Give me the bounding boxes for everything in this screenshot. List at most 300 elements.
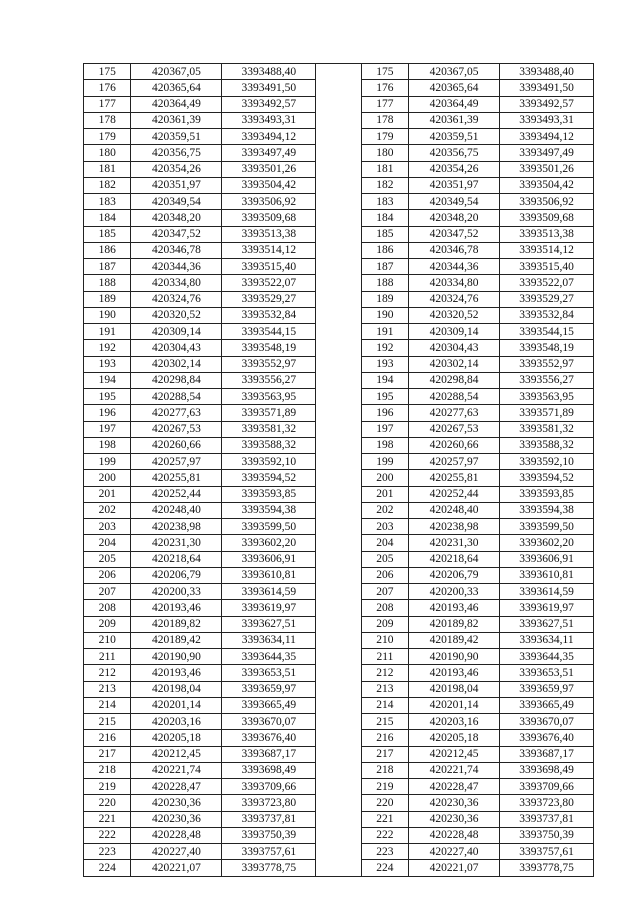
left-x-coordinate-cell: 420238,98 bbox=[131, 519, 222, 535]
left-y-coordinate-cell: 3393488,40 bbox=[222, 64, 316, 80]
right-x-coordinate-cell: 420189,42 bbox=[409, 632, 500, 648]
left-y-coordinate-cell: 3393552,97 bbox=[222, 356, 316, 372]
left-x-coordinate-cell: 420320,52 bbox=[131, 307, 222, 323]
left-point-number-cell: 222 bbox=[84, 827, 131, 843]
table-row bbox=[84, 210, 594, 226]
left-y-coordinate-cell: 3393750,39 bbox=[222, 827, 316, 843]
left-y-coordinate-cell: 3393610,81 bbox=[222, 567, 316, 583]
table-row bbox=[84, 584, 594, 600]
left-y-coordinate-cell: 3393592,10 bbox=[222, 454, 316, 470]
left-x-coordinate-cell: 420346,78 bbox=[131, 242, 222, 258]
right-x-coordinate-cell: 420334,80 bbox=[409, 275, 500, 291]
separator-cell bbox=[316, 177, 361, 193]
left-y-coordinate-cell: 3393619,97 bbox=[222, 600, 316, 616]
left-y-coordinate-cell: 3393515,40 bbox=[222, 259, 316, 275]
left-x-coordinate-cell: 420255,81 bbox=[131, 470, 222, 486]
table-row bbox=[84, 649, 594, 665]
left-x-coordinate-cell: 420324,76 bbox=[131, 291, 222, 307]
left-y-coordinate-cell: 3393506,92 bbox=[222, 194, 316, 210]
left-x-coordinate-cell: 420189,82 bbox=[131, 616, 222, 632]
left-point-number-cell: 212 bbox=[84, 665, 131, 681]
right-y-coordinate-cell: 3393592,10 bbox=[500, 454, 594, 470]
left-y-coordinate-cell: 3393602,20 bbox=[222, 535, 316, 551]
separator-cell bbox=[316, 567, 361, 583]
table-row bbox=[84, 551, 594, 567]
left-point-number-cell: 217 bbox=[84, 746, 131, 762]
right-point-number-cell: 185 bbox=[361, 226, 408, 242]
table-row bbox=[84, 226, 594, 242]
right-y-coordinate-cell: 3393493,31 bbox=[500, 112, 594, 128]
left-point-number-cell: 195 bbox=[84, 389, 131, 405]
separator-cell bbox=[316, 844, 361, 860]
separator-cell bbox=[316, 632, 361, 648]
left-x-coordinate-cell: 420347,52 bbox=[131, 226, 222, 242]
table-row bbox=[84, 291, 594, 307]
left-point-number-cell: 183 bbox=[84, 194, 131, 210]
left-y-coordinate-cell: 3393594,52 bbox=[222, 470, 316, 486]
right-point-number-cell: 194 bbox=[361, 372, 408, 388]
separator-cell bbox=[316, 405, 361, 421]
left-x-coordinate-cell: 420351,97 bbox=[131, 177, 222, 193]
right-point-number-cell: 220 bbox=[361, 795, 408, 811]
table-row bbox=[84, 665, 594, 681]
right-point-number-cell: 214 bbox=[361, 697, 408, 713]
left-x-coordinate-cell: 420349,54 bbox=[131, 194, 222, 210]
right-y-coordinate-cell: 3393737,81 bbox=[500, 811, 594, 827]
left-point-number-cell: 190 bbox=[84, 307, 131, 323]
table-row bbox=[84, 844, 594, 860]
left-point-number-cell: 180 bbox=[84, 145, 131, 161]
right-y-coordinate-cell: 3393492,57 bbox=[500, 96, 594, 112]
coordinates-table-body bbox=[84, 64, 594, 877]
left-point-number-cell: 199 bbox=[84, 454, 131, 470]
separator-cell bbox=[316, 746, 361, 762]
left-x-coordinate-cell: 420304,43 bbox=[131, 340, 222, 356]
left-y-coordinate-cell: 3393593,85 bbox=[222, 486, 316, 502]
right-x-coordinate-cell: 420190,90 bbox=[409, 649, 500, 665]
right-point-number-cell: 202 bbox=[361, 502, 408, 518]
right-y-coordinate-cell: 3393509,68 bbox=[500, 210, 594, 226]
separator-cell bbox=[316, 502, 361, 518]
right-point-number-cell: 207 bbox=[361, 584, 408, 600]
separator-cell bbox=[316, 584, 361, 600]
separator-cell bbox=[316, 811, 361, 827]
left-y-coordinate-cell: 3393556,27 bbox=[222, 372, 316, 388]
separator-cell bbox=[316, 194, 361, 210]
right-x-coordinate-cell: 420309,14 bbox=[409, 324, 500, 340]
left-point-number-cell: 197 bbox=[84, 421, 131, 437]
table-row bbox=[84, 161, 594, 177]
separator-cell bbox=[316, 210, 361, 226]
left-x-coordinate-cell: 420359,51 bbox=[131, 129, 222, 145]
separator-cell bbox=[316, 161, 361, 177]
right-point-number-cell: 209 bbox=[361, 616, 408, 632]
right-y-coordinate-cell: 3393670,07 bbox=[500, 714, 594, 730]
left-x-coordinate-cell: 420205,18 bbox=[131, 730, 222, 746]
left-y-coordinate-cell: 3393606,91 bbox=[222, 551, 316, 567]
left-point-number-cell: 202 bbox=[84, 502, 131, 518]
table-row bbox=[84, 486, 594, 502]
left-x-coordinate-cell: 420356,75 bbox=[131, 145, 222, 161]
table-row bbox=[84, 616, 594, 632]
table-row bbox=[84, 242, 594, 258]
right-point-number-cell: 204 bbox=[361, 535, 408, 551]
left-x-coordinate-cell: 420206,79 bbox=[131, 567, 222, 583]
table-row bbox=[84, 372, 594, 388]
right-point-number-cell: 177 bbox=[361, 96, 408, 112]
right-y-coordinate-cell: 3393676,40 bbox=[500, 730, 594, 746]
left-x-coordinate-cell: 420201,14 bbox=[131, 697, 222, 713]
left-y-coordinate-cell: 3393514,12 bbox=[222, 242, 316, 258]
left-point-number-cell: 208 bbox=[84, 600, 131, 616]
right-y-coordinate-cell: 3393634,11 bbox=[500, 632, 594, 648]
table-row bbox=[84, 177, 594, 193]
right-y-coordinate-cell: 3393514,12 bbox=[500, 242, 594, 258]
left-point-number-cell: 204 bbox=[84, 535, 131, 551]
right-x-coordinate-cell: 420349,54 bbox=[409, 194, 500, 210]
table-row bbox=[84, 697, 594, 713]
right-y-coordinate-cell: 3393588,32 bbox=[500, 437, 594, 453]
left-y-coordinate-cell: 3393665,49 bbox=[222, 697, 316, 713]
separator-cell bbox=[316, 600, 361, 616]
right-point-number-cell: 176 bbox=[361, 80, 408, 96]
left-y-coordinate-cell: 3393491,50 bbox=[222, 80, 316, 96]
separator-cell bbox=[316, 307, 361, 323]
right-y-coordinate-cell: 3393494,12 bbox=[500, 129, 594, 145]
separator-cell bbox=[316, 437, 361, 453]
table-row bbox=[84, 421, 594, 437]
table-row bbox=[84, 389, 594, 405]
right-point-number-cell: 216 bbox=[361, 730, 408, 746]
left-y-coordinate-cell: 3393653,51 bbox=[222, 665, 316, 681]
left-y-coordinate-cell: 3393757,61 bbox=[222, 844, 316, 860]
table-row bbox=[84, 762, 594, 778]
left-point-number-cell: 188 bbox=[84, 275, 131, 291]
table-row bbox=[84, 535, 594, 551]
right-x-coordinate-cell: 420255,81 bbox=[409, 470, 500, 486]
left-y-coordinate-cell: 3393544,15 bbox=[222, 324, 316, 340]
right-x-coordinate-cell: 420238,98 bbox=[409, 519, 500, 535]
right-x-coordinate-cell: 420230,36 bbox=[409, 795, 500, 811]
table-row bbox=[84, 112, 594, 128]
left-x-coordinate-cell: 420365,64 bbox=[131, 80, 222, 96]
right-x-coordinate-cell: 420221,74 bbox=[409, 762, 500, 778]
left-y-coordinate-cell: 3393513,38 bbox=[222, 226, 316, 242]
right-x-coordinate-cell: 420227,40 bbox=[409, 844, 500, 860]
table-row bbox=[84, 80, 594, 96]
right-y-coordinate-cell: 3393548,19 bbox=[500, 340, 594, 356]
separator-cell bbox=[316, 795, 361, 811]
separator-cell bbox=[316, 80, 361, 96]
table-row bbox=[84, 632, 594, 648]
left-x-coordinate-cell: 420257,97 bbox=[131, 454, 222, 470]
left-x-coordinate-cell: 420193,46 bbox=[131, 600, 222, 616]
separator-cell bbox=[316, 860, 361, 876]
right-point-number-cell: 184 bbox=[361, 210, 408, 226]
table-row bbox=[84, 96, 594, 112]
left-x-coordinate-cell: 420189,42 bbox=[131, 632, 222, 648]
right-x-coordinate-cell: 420344,36 bbox=[409, 259, 500, 275]
left-y-coordinate-cell: 3393737,81 bbox=[222, 811, 316, 827]
left-y-coordinate-cell: 3393497,49 bbox=[222, 145, 316, 161]
left-point-number-cell: 200 bbox=[84, 470, 131, 486]
left-y-coordinate-cell: 3393548,19 bbox=[222, 340, 316, 356]
right-y-coordinate-cell: 3393602,20 bbox=[500, 535, 594, 551]
right-x-coordinate-cell: 420367,05 bbox=[409, 64, 500, 80]
right-x-coordinate-cell: 420228,48 bbox=[409, 827, 500, 843]
right-point-number-cell: 218 bbox=[361, 762, 408, 778]
left-y-coordinate-cell: 3393594,38 bbox=[222, 502, 316, 518]
separator-cell bbox=[316, 519, 361, 535]
table-row bbox=[84, 519, 594, 535]
left-y-coordinate-cell: 3393676,40 bbox=[222, 730, 316, 746]
left-y-coordinate-cell: 3393698,49 bbox=[222, 762, 316, 778]
right-point-number-cell: 191 bbox=[361, 324, 408, 340]
separator-cell bbox=[316, 697, 361, 713]
left-point-number-cell: 178 bbox=[84, 112, 131, 128]
left-x-coordinate-cell: 420228,48 bbox=[131, 827, 222, 843]
right-y-coordinate-cell: 3393515,40 bbox=[500, 259, 594, 275]
right-point-number-cell: 212 bbox=[361, 665, 408, 681]
right-x-coordinate-cell: 420200,33 bbox=[409, 584, 500, 600]
right-point-number-cell: 211 bbox=[361, 649, 408, 665]
right-point-number-cell: 188 bbox=[361, 275, 408, 291]
right-y-coordinate-cell: 3393750,39 bbox=[500, 827, 594, 843]
table-row bbox=[84, 470, 594, 486]
left-point-number-cell: 205 bbox=[84, 551, 131, 567]
right-x-coordinate-cell: 420356,75 bbox=[409, 145, 500, 161]
right-y-coordinate-cell: 3393723,80 bbox=[500, 795, 594, 811]
right-point-number-cell: 206 bbox=[361, 567, 408, 583]
left-x-coordinate-cell: 420203,16 bbox=[131, 714, 222, 730]
left-y-coordinate-cell: 3393627,51 bbox=[222, 616, 316, 632]
right-x-coordinate-cell: 420324,76 bbox=[409, 291, 500, 307]
separator-cell bbox=[316, 372, 361, 388]
right-y-coordinate-cell: 3393594,38 bbox=[500, 502, 594, 518]
table-row bbox=[84, 307, 594, 323]
right-point-number-cell: 183 bbox=[361, 194, 408, 210]
table-row bbox=[84, 64, 594, 80]
left-point-number-cell: 176 bbox=[84, 80, 131, 96]
left-x-coordinate-cell: 420267,53 bbox=[131, 421, 222, 437]
left-y-coordinate-cell: 3393581,32 bbox=[222, 421, 316, 437]
separator-cell bbox=[316, 535, 361, 551]
right-y-coordinate-cell: 3393698,49 bbox=[500, 762, 594, 778]
right-point-number-cell: 221 bbox=[361, 811, 408, 827]
left-x-coordinate-cell: 420361,39 bbox=[131, 112, 222, 128]
left-x-coordinate-cell: 420198,04 bbox=[131, 681, 222, 697]
separator-cell bbox=[316, 421, 361, 437]
left-x-coordinate-cell: 420212,45 bbox=[131, 746, 222, 762]
separator-cell bbox=[316, 714, 361, 730]
left-point-number-cell: 203 bbox=[84, 519, 131, 535]
left-x-coordinate-cell: 420334,80 bbox=[131, 275, 222, 291]
left-x-coordinate-cell: 420260,66 bbox=[131, 437, 222, 453]
right-x-coordinate-cell: 420260,66 bbox=[409, 437, 500, 453]
left-point-number-cell: 192 bbox=[84, 340, 131, 356]
table-row bbox=[84, 324, 594, 340]
left-x-coordinate-cell: 420364,49 bbox=[131, 96, 222, 112]
left-x-coordinate-cell: 420193,46 bbox=[131, 665, 222, 681]
right-x-coordinate-cell: 420193,46 bbox=[409, 665, 500, 681]
right-x-coordinate-cell: 420347,52 bbox=[409, 226, 500, 242]
right-y-coordinate-cell: 3393491,50 bbox=[500, 80, 594, 96]
right-y-coordinate-cell: 3393501,26 bbox=[500, 161, 594, 177]
right-point-number-cell: 190 bbox=[361, 307, 408, 323]
left-x-coordinate-cell: 420190,90 bbox=[131, 649, 222, 665]
table-row bbox=[84, 827, 594, 843]
right-x-coordinate-cell: 420304,43 bbox=[409, 340, 500, 356]
right-point-number-cell: 217 bbox=[361, 746, 408, 762]
separator-cell bbox=[316, 324, 361, 340]
right-y-coordinate-cell: 3393506,92 bbox=[500, 194, 594, 210]
right-x-coordinate-cell: 420201,14 bbox=[409, 697, 500, 713]
right-x-coordinate-cell: 420277,63 bbox=[409, 405, 500, 421]
right-x-coordinate-cell: 420361,39 bbox=[409, 112, 500, 128]
left-y-coordinate-cell: 3393778,75 bbox=[222, 860, 316, 876]
left-y-coordinate-cell: 3393529,27 bbox=[222, 291, 316, 307]
separator-cell bbox=[316, 470, 361, 486]
left-x-coordinate-cell: 420348,20 bbox=[131, 210, 222, 226]
right-point-number-cell: 210 bbox=[361, 632, 408, 648]
table-row bbox=[84, 145, 594, 161]
left-point-number-cell: 193 bbox=[84, 356, 131, 372]
right-y-coordinate-cell: 3393606,91 bbox=[500, 551, 594, 567]
left-x-coordinate-cell: 420231,30 bbox=[131, 535, 222, 551]
right-x-coordinate-cell: 420354,26 bbox=[409, 161, 500, 177]
separator-cell bbox=[316, 226, 361, 242]
left-y-coordinate-cell: 3393509,68 bbox=[222, 210, 316, 226]
left-point-number-cell: 221 bbox=[84, 811, 131, 827]
left-point-number-cell: 211 bbox=[84, 649, 131, 665]
right-point-number-cell: 223 bbox=[361, 844, 408, 860]
right-point-number-cell: 201 bbox=[361, 486, 408, 502]
left-y-coordinate-cell: 3393532,84 bbox=[222, 307, 316, 323]
left-point-number-cell: 219 bbox=[84, 779, 131, 795]
right-x-coordinate-cell: 420302,14 bbox=[409, 356, 500, 372]
right-y-coordinate-cell: 3393504,42 bbox=[500, 177, 594, 193]
left-y-coordinate-cell: 3393644,35 bbox=[222, 649, 316, 665]
right-point-number-cell: 205 bbox=[361, 551, 408, 567]
left-x-coordinate-cell: 420230,36 bbox=[131, 795, 222, 811]
right-x-coordinate-cell: 420212,45 bbox=[409, 746, 500, 762]
left-y-coordinate-cell: 3393493,31 bbox=[222, 112, 316, 128]
right-x-coordinate-cell: 420365,64 bbox=[409, 80, 500, 96]
right-x-coordinate-cell: 420198,04 bbox=[409, 681, 500, 697]
left-point-number-cell: 198 bbox=[84, 437, 131, 453]
left-x-coordinate-cell: 420218,64 bbox=[131, 551, 222, 567]
right-y-coordinate-cell: 3393665,49 bbox=[500, 697, 594, 713]
left-x-coordinate-cell: 420248,40 bbox=[131, 502, 222, 518]
right-y-coordinate-cell: 3393556,27 bbox=[500, 372, 594, 388]
separator-cell bbox=[316, 665, 361, 681]
table-row bbox=[84, 259, 594, 275]
separator-cell bbox=[316, 96, 361, 112]
right-x-coordinate-cell: 420364,49 bbox=[409, 96, 500, 112]
left-y-coordinate-cell: 3393723,80 bbox=[222, 795, 316, 811]
left-point-number-cell: 218 bbox=[84, 762, 131, 778]
right-y-coordinate-cell: 3393757,61 bbox=[500, 844, 594, 860]
right-point-number-cell: 222 bbox=[361, 827, 408, 843]
left-point-number-cell: 223 bbox=[84, 844, 131, 860]
coordinates-table bbox=[83, 63, 594, 877]
right-y-coordinate-cell: 3393544,15 bbox=[500, 324, 594, 340]
right-x-coordinate-cell: 420298,84 bbox=[409, 372, 500, 388]
table-row bbox=[84, 340, 594, 356]
table-row bbox=[84, 437, 594, 453]
separator-cell bbox=[316, 242, 361, 258]
right-point-number-cell: 182 bbox=[361, 177, 408, 193]
right-x-coordinate-cell: 420348,20 bbox=[409, 210, 500, 226]
separator-cell bbox=[316, 275, 361, 291]
right-y-coordinate-cell: 3393644,35 bbox=[500, 649, 594, 665]
right-x-coordinate-cell: 420230,36 bbox=[409, 811, 500, 827]
left-y-coordinate-cell: 3393492,57 bbox=[222, 96, 316, 112]
right-point-number-cell: 195 bbox=[361, 389, 408, 405]
left-y-coordinate-cell: 3393614,59 bbox=[222, 584, 316, 600]
left-point-number-cell: 194 bbox=[84, 372, 131, 388]
left-point-number-cell: 181 bbox=[84, 161, 131, 177]
table-row bbox=[84, 860, 594, 876]
right-x-coordinate-cell: 420288,54 bbox=[409, 389, 500, 405]
right-y-coordinate-cell: 3393552,97 bbox=[500, 356, 594, 372]
right-point-number-cell: 197 bbox=[361, 421, 408, 437]
right-y-coordinate-cell: 3393653,51 bbox=[500, 665, 594, 681]
left-y-coordinate-cell: 3393563,95 bbox=[222, 389, 316, 405]
left-x-coordinate-cell: 420344,36 bbox=[131, 259, 222, 275]
left-x-coordinate-cell: 420309,14 bbox=[131, 324, 222, 340]
table-row bbox=[84, 502, 594, 518]
left-point-number-cell: 186 bbox=[84, 242, 131, 258]
left-x-coordinate-cell: 420227,40 bbox=[131, 844, 222, 860]
right-y-coordinate-cell: 3393532,84 bbox=[500, 307, 594, 323]
table-row bbox=[84, 746, 594, 762]
separator-cell bbox=[316, 616, 361, 632]
left-y-coordinate-cell: 3393522,07 bbox=[222, 275, 316, 291]
right-point-number-cell: 178 bbox=[361, 112, 408, 128]
left-point-number-cell: 215 bbox=[84, 714, 131, 730]
left-x-coordinate-cell: 420354,26 bbox=[131, 161, 222, 177]
left-y-coordinate-cell: 3393659,97 bbox=[222, 681, 316, 697]
left-x-coordinate-cell: 420277,63 bbox=[131, 405, 222, 421]
right-x-coordinate-cell: 420320,52 bbox=[409, 307, 500, 323]
left-point-number-cell: 201 bbox=[84, 486, 131, 502]
table-row bbox=[84, 714, 594, 730]
left-y-coordinate-cell: 3393504,42 bbox=[222, 177, 316, 193]
separator-cell bbox=[316, 340, 361, 356]
table-row bbox=[84, 567, 594, 583]
right-point-number-cell: 175 bbox=[361, 64, 408, 80]
left-x-coordinate-cell: 420200,33 bbox=[131, 584, 222, 600]
separator-cell bbox=[316, 389, 361, 405]
right-point-number-cell: 181 bbox=[361, 161, 408, 177]
right-point-number-cell: 196 bbox=[361, 405, 408, 421]
right-point-number-cell: 208 bbox=[361, 600, 408, 616]
right-x-coordinate-cell: 420252,44 bbox=[409, 486, 500, 502]
right-x-coordinate-cell: 420189,82 bbox=[409, 616, 500, 632]
right-point-number-cell: 180 bbox=[361, 145, 408, 161]
left-point-number-cell: 185 bbox=[84, 226, 131, 242]
right-y-coordinate-cell: 3393614,59 bbox=[500, 584, 594, 600]
left-point-number-cell: 189 bbox=[84, 291, 131, 307]
separator-cell bbox=[316, 291, 361, 307]
table-row bbox=[84, 356, 594, 372]
left-y-coordinate-cell: 3393599,50 bbox=[222, 519, 316, 535]
right-y-coordinate-cell: 3393563,95 bbox=[500, 389, 594, 405]
right-point-number-cell: 224 bbox=[361, 860, 408, 876]
right-y-coordinate-cell: 3393778,75 bbox=[500, 860, 594, 876]
left-y-coordinate-cell: 3393494,12 bbox=[222, 129, 316, 145]
